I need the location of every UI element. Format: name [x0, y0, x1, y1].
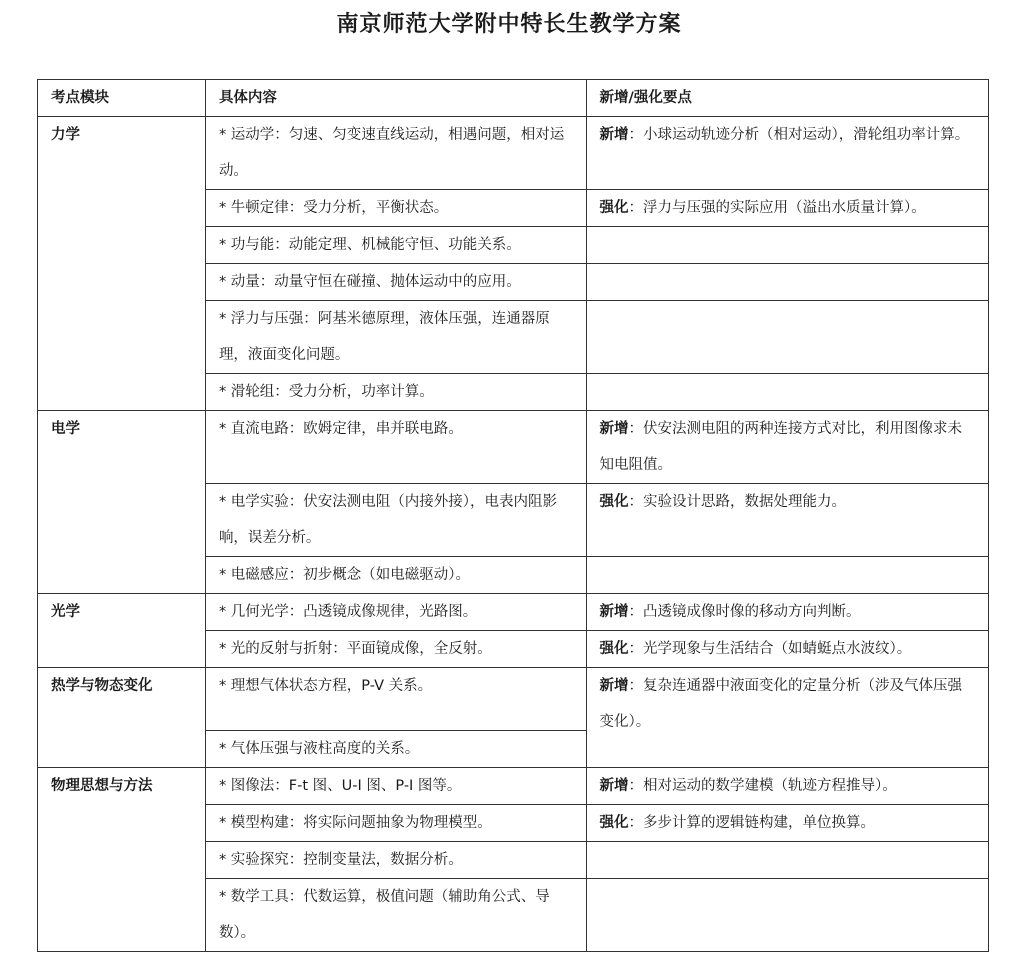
points-text: ：小球运动轨迹分析（相对运动），滑轮组功率计算。: [628, 127, 970, 143]
points-cell: [586, 768, 988, 805]
content-cell: * 电学实验：伏安法测电阻（内接外接），电表内阻影响，误差分析。: [205, 484, 586, 557]
page-title: 南京师范大学附中特长生教学方案: [336, 12, 682, 37]
header-points: 新增/强化要点: [586, 80, 988, 117]
header-content: 具体内容: [205, 80, 586, 117]
teaching-plan-table: [37, 79, 989, 952]
points-cell: [586, 411, 988, 484]
points-cell-empty: [586, 879, 988, 952]
content-cell: * 电磁感应：初步概念（如电磁驱动）。: [205, 557, 586, 594]
points-cell: [586, 190, 988, 227]
table-row: [38, 668, 989, 731]
points-cell-empty: [586, 374, 988, 411]
points-cell-empty: [586, 557, 988, 594]
strengthen-tag: 强化: [599, 641, 629, 657]
content-cell: * 图像法：F-t 图、U-I 图、P-I 图等。: [205, 768, 586, 805]
header-module: 考点模块: [38, 80, 206, 117]
new-tag: 新增: [599, 604, 629, 620]
points-cell-empty: [586, 264, 988, 301]
content-cell: * 直流电路：欧姆定律，串并联电路。: [205, 411, 586, 484]
content-cell: * 动量：动量守恒在碰撞、抛体运动中的应用。: [205, 264, 586, 301]
points-text: ：多步计算的逻辑链构建，单位换算。: [628, 815, 876, 831]
table-header-row: [38, 80, 989, 117]
table-row: [38, 117, 989, 190]
content-cell: * 滑轮组：受力分析，功率计算。: [205, 374, 586, 411]
points-text: ：浮力与压强的实际应用（溢出水质量计算）。: [628, 200, 926, 216]
strengthen-tag: 强化: [599, 200, 629, 216]
points-cell: [586, 484, 988, 557]
content-cell: * 牛顿定律：受力分析，平衡状态。: [205, 190, 586, 227]
content-cell: * 光的反射与折射：平面镜成像，全反射。: [205, 631, 586, 668]
content-cell: * 数学工具：代数运算，极值问题（辅助角公式、导数）。: [205, 879, 586, 952]
points-cell-empty: [586, 227, 988, 264]
new-tag: 新增: [599, 778, 629, 794]
points-cell-empty: [586, 301, 988, 374]
content-cell: * 浮力与压强：阿基米德原理，液体压强，连通器原理，液面变化问题。: [205, 301, 586, 374]
module-optics: 光学: [38, 594, 206, 668]
table-row: [38, 594, 989, 631]
points-cell: [586, 631, 988, 668]
new-tag: 新增: [599, 421, 629, 437]
points-text: ：实验设计思路，数据处理能力。: [628, 494, 847, 510]
points-text: ：凸透镜成像时像的移动方向判断。: [628, 604, 861, 620]
module-thermodynamics: 热学与物态变化: [38, 668, 206, 768]
content-cell: * 理想气体状态方程，P-V 关系。: [205, 668, 586, 731]
content-cell: * 模型构建：将实际问题抽象为物理模型。: [205, 805, 586, 842]
strengthen-tag: 强化: [599, 815, 629, 831]
content-cell: * 实验探究：控制变量法，数据分析。: [205, 842, 586, 879]
table-row: [38, 411, 989, 484]
points-cell: [586, 668, 988, 768]
points-cell: [586, 805, 988, 842]
points-cell: [586, 117, 988, 190]
new-tag: 新增: [599, 678, 629, 694]
content-cell: * 几何光学：凸透镜成像规律，光路图。: [205, 594, 586, 631]
module-electricity: 电学: [38, 411, 206, 594]
points-text: ：相对运动的数学建模（轨迹方程推导）。: [628, 778, 897, 794]
module-mechanics: 力学: [38, 117, 206, 411]
content-cell: * 功与能：动能定理、机械能守恒、功能关系。: [205, 227, 586, 264]
points-text: ：复杂连通器中液面变化的定量分析（涉及气体压强变化）。: [599, 678, 963, 730]
content-cell: * 气体压强与液柱高度的关系。: [205, 731, 586, 768]
module-physics-methods: 物理思想与方法: [38, 768, 206, 952]
new-tag: 新增: [599, 127, 629, 143]
table-row: [38, 768, 989, 805]
points-text: ：伏安法测电阻的两种连接方式对比，利用图像求未知电阻值。: [599, 421, 963, 473]
strengthen-tag: 强化: [599, 494, 629, 510]
points-text: ：光学现象与生活结合（如蜻蜓点水波纹）。: [628, 641, 912, 657]
points-cell: [586, 594, 988, 631]
points-cell-empty: [586, 842, 988, 879]
content-cell: * 运动学：匀速、匀变速直线运动，相遇问题，相对运动。: [205, 117, 586, 190]
